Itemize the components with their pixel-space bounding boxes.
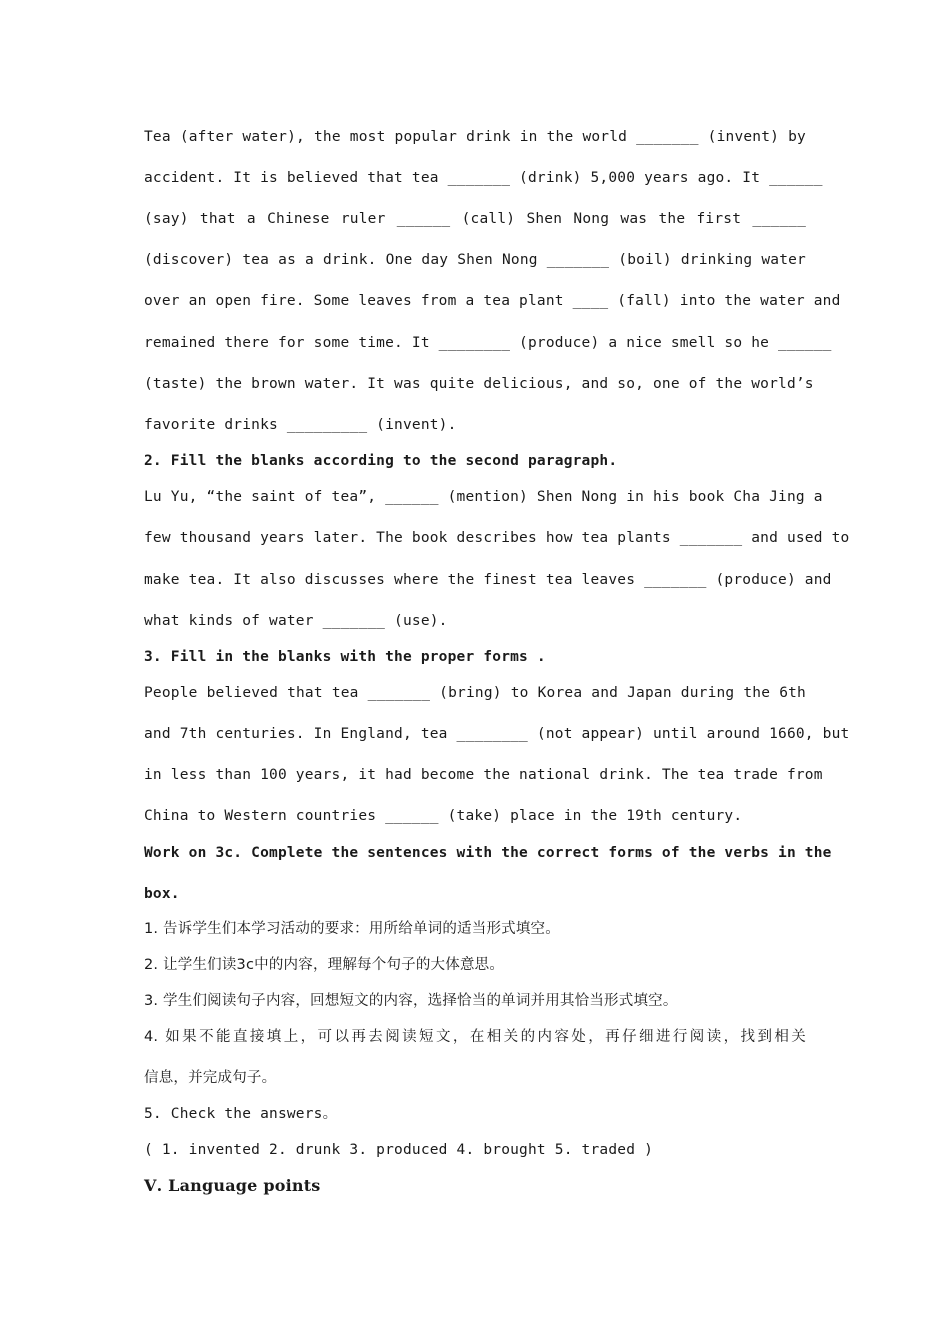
- paragraph2-line: Lu Yu, “the saint of tea”, ______ (mention) Shen Nong in his book Cha Jing a: [144, 489, 823, 505]
- answer-key: ( 1. invented 2. drunk 3. produced 4. brought 5. traded ): [144, 1142, 653, 1158]
- paragraph3-line: China to Western countries ______ (take) place in the 19th century.: [144, 808, 743, 824]
- step-line: 信息，并完成句子。: [144, 1070, 277, 1086]
- work-title-line: box.: [144, 886, 180, 902]
- paragraph3-line: and 7th centuries. In England, tea ________ (not appear) until around 1660, but: [144, 726, 850, 742]
- task2-title: 2. Fill the blanks according to the second paragraph.: [144, 453, 618, 469]
- step-line: 2. 让学生们读3c中的内容，理解每个句子的大体意思。: [144, 957, 505, 973]
- task3-title: 3. Fill in the blanks with the proper forms .: [144, 649, 546, 665]
- paragraph2-line: few thousand years later. The book describes how tea plants _______ and used to: [144, 530, 850, 546]
- paragraph3-line: in less than 100 years, it had become the national drink. The tea trade from: [144, 767, 823, 783]
- step-line: 1. 告诉学生们本学习活动的要求：用所给单词的适当形式填空。: [144, 921, 560, 937]
- step-line: 5. Check the answers。: [144, 1106, 338, 1122]
- paragraph2-line: make tea. It also discusses where the finest tea leaves _______ (produce) and: [144, 572, 832, 588]
- paragraph1-line: (say) that a Chinese ruler ______ (call) Shen Nong was the first ______: [144, 211, 806, 227]
- paragraph1-line: favorite drinks _________ (invent).: [144, 417, 457, 433]
- paragraph1-line: (discover) tea as a drink. One day Shen Nong _______ (boil) drinking water: [144, 252, 806, 268]
- step-line: 3. 学生们阅读句子内容，回想短文的内容，选择恰当的单词并用其恰当形式填空。: [144, 993, 678, 1009]
- paragraph1-line: accident. It is believed that tea _______ (drink) 5,000 years ago. It ______: [144, 170, 823, 186]
- paragraph3-line: People believed that tea _______ (bring) to Korea and Japan during the 6th: [144, 685, 806, 701]
- step-line: 4. 如果不能直接填上，可以再去阅读短文，在相关的内容处，再仔细进行阅读，找到相关: [144, 1029, 806, 1045]
- paragraph1-line: remained there for some time. It ________ (produce) a nice smell so he ______: [144, 335, 832, 351]
- work-title-line: Work on 3c. Complete the sentences with the correct forms of the verbs in the: [144, 845, 832, 861]
- paragraph1-line: Tea (after water), the most popular drink in the world _______ (invent) by: [144, 129, 806, 145]
- paragraph1-line: over an open fire. Some leaves from a tea plant ____ (fall) into the water and: [144, 293, 841, 309]
- paragraph2-line: what kinds of water _______ (use).: [144, 613, 448, 629]
- paragraph1-line: (taste) the brown water. It was quite delicious, and so, one of the world’s: [144, 376, 814, 392]
- section-heading: Ⅴ. Language points: [144, 1176, 321, 1195]
